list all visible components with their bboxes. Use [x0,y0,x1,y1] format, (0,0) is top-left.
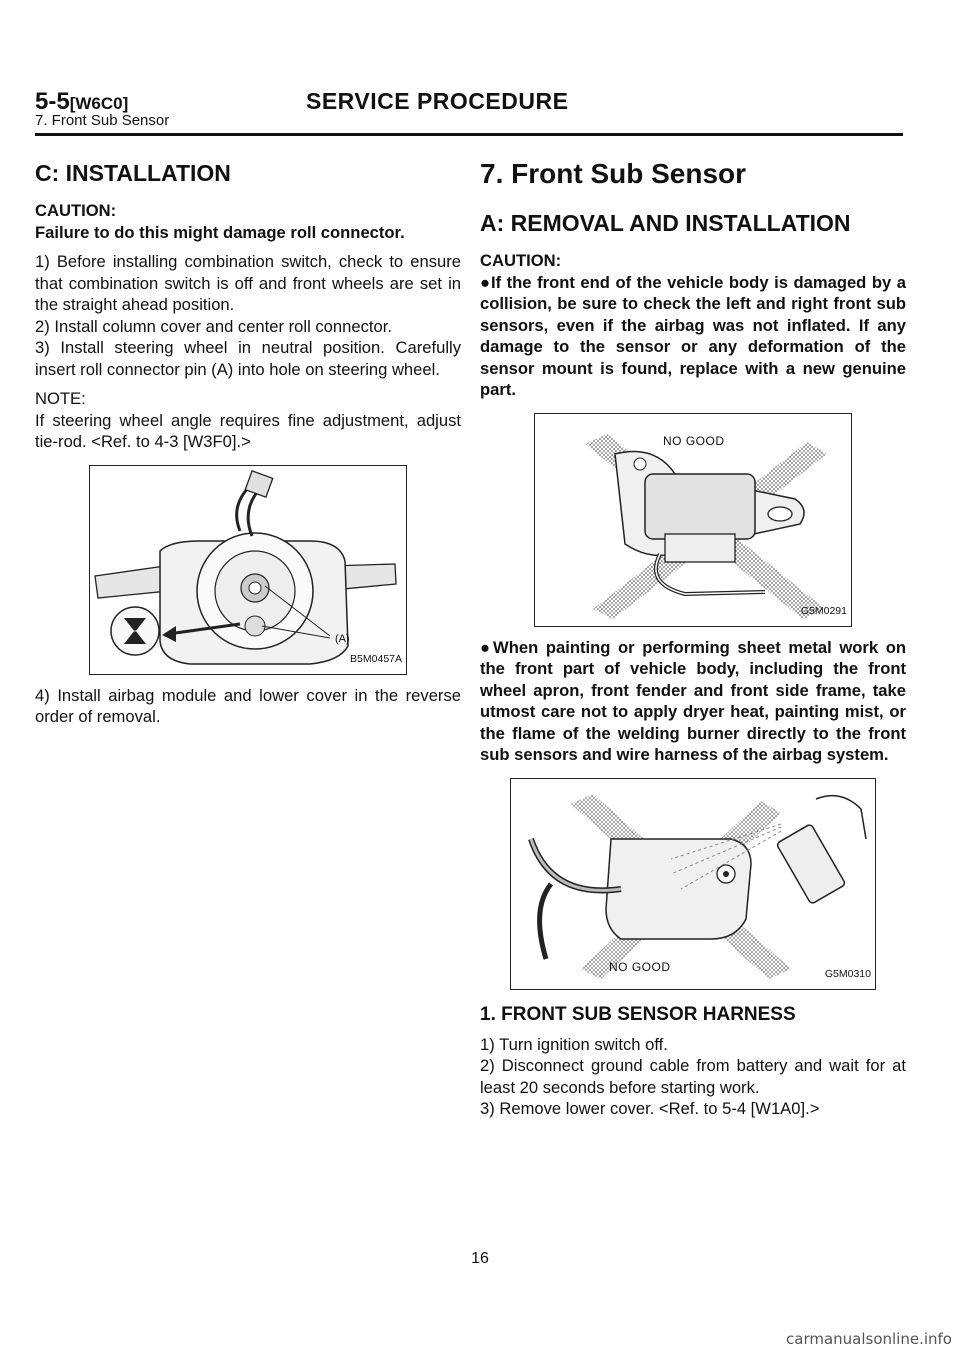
no-good-figure-1 [534,413,852,627]
bullet-dot-icon: ● [480,637,494,657]
figure-caption: B5M0457A [350,653,402,665]
step-2: 2) Install column cover and center roll connector. [35,316,392,336]
no-good-label-2: NO GOOD [609,959,671,974]
section-title: 7. Front Sub Sensor [480,158,747,189]
painting-no-good-illustration [511,779,875,989]
caution-text: Failure to do this might damage roll connector. [35,222,405,242]
no-good-figure-2 [510,778,876,990]
combination-switch-illustration [90,466,406,674]
note-label: NOTE: [35,389,86,408]
caution-label-right: CAUTION: [480,251,562,270]
removal-heading: A: REMOVAL AND INSTALLATION [480,210,851,236]
step-3: 3) Install steering wheel in neutral position. Carefully insert roll connector pin (A) into hole on steering wheel. [35,338,461,379]
harness-step-3: 3) Remove lower cover. <Ref. to 5-4 [W1A0].> [480,1099,820,1118]
figure-2-caption: G5M0310 [824,968,871,980]
header-subtitle: 7. Front Sub Sensor [35,112,170,129]
left-column [35,150,461,728]
bullet-dot-icon: ● [480,272,491,292]
right-column [480,150,906,1120]
figure-1-caption: G5M0291 [800,605,847,617]
caution-bullet-1: ●If the front end of the vehicle body is damaged by a collision, be sure to check the left and right front sub sensors, even if the airbag was not inflated. If any damage to the sensor or any deformation of the sensor mount is found, replace with a new genuine part. [480,272,907,399]
caution-label: CAUTION: [35,201,117,220]
watermark: carmanualsonline.info [786,1330,952,1348]
header-title: SERVICE PROCEDURE [306,88,569,114]
harness-step-2: 2) Disconnect ground cable from battery and wait for at least 20 seconds before starting work. [480,1056,906,1097]
figure-label-a: (A) [335,632,350,645]
step-4: 4) Install airbag module and lower cover in the reverse order of removal. [35,685,461,726]
note-text: If steering wheel angle requires fine adjustment, adjust tie-rod. <Ref. to 4-3 [W3F0].> [35,410,461,451]
no-good-label-1: NO GOOD [663,433,725,448]
harness-step-1: 1) Turn ignition switch off. [480,1034,668,1054]
page-number: 16 [471,1250,489,1267]
header-rule [35,133,903,136]
section-code: 5-5[W6C0] [35,88,129,115]
caution-bullet-2: ●When painting or performing sheet metal work on the front part of vehicle body, including the front wheel apron, front fender and front side frame, take utmost care not to apply dryer heat, painting mist, or the flame of the welding burner directly to the front sub sensors and wire harness of the airbag system. [480,637,906,764]
combination-switch-figure [89,465,407,675]
section-tag: [W6C0] [69,94,129,113]
harness-subheading: 1. FRONT SUB SENSOR HARNESS [480,1003,796,1025]
step-1: 1) Before installing combination switch, check to ensure that combination switch is off and front wheels are set in the straight ahead position. [35,252,461,314]
installation-heading: C: INSTALLATION [35,160,231,186]
